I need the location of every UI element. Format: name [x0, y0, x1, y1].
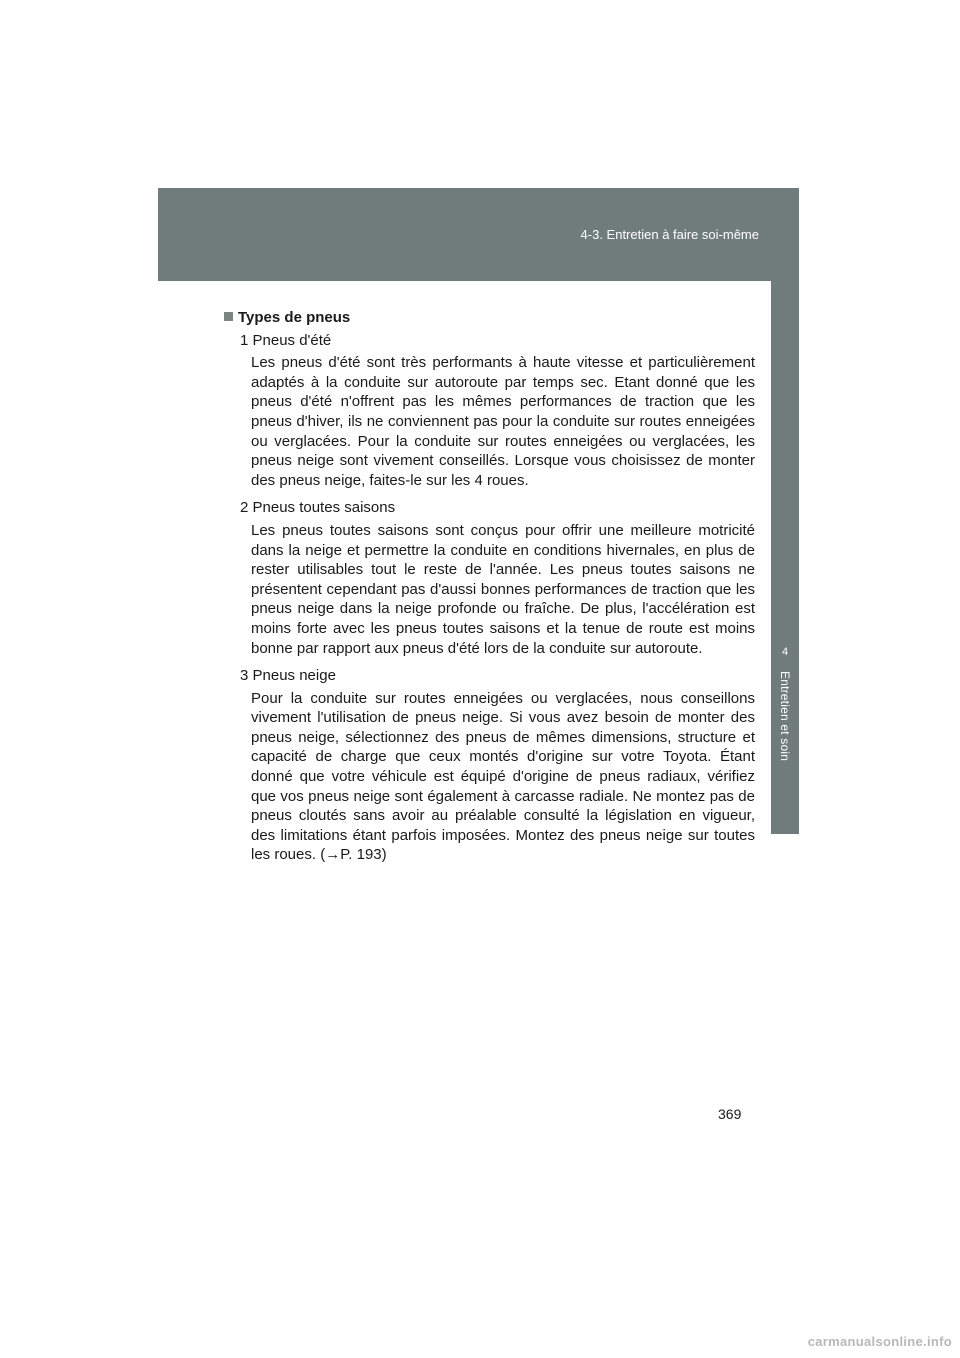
item-body: Pour la conduite sur routes enneigées ou verglacées, nous conseillons vivement l'utilisation de pneus neige. Si vous avez besoin de monter des pneus neige, sélectionnez des pneus de mêmes dimensions, structure et capacité de charge que ceux montés d'origine sur votre Toyota. Étant donné que votre véhicule est équipé d'origine de pneus radiaux, vérifiez que vos pneus neige sont également à carcasse radiale. Ne montez pas de pneus cloutés sans avoir au préalable consulté la législation en vigueur, des limitations étant parfois imposées. Montez des pneus neige sur toutes les roues. (→P. 193) — [251, 689, 755, 864]
chapter-side-tab — [771, 281, 799, 834]
item-title: 2 Pneus toutes saisons — [240, 499, 396, 517]
chapter-number: 4 — [781, 646, 789, 658]
item-title: 1 Pneus d'été — [240, 331, 332, 349]
section-header-bar — [158, 188, 799, 281]
list-item — [240, 331, 755, 491]
item-body: Les pneus d'été sont très performants à haute vitesse et particulièrement adaptés à la conduite sur autoroute par temps sec. Etant donné que les pneus d'été n'offrent pas les mêmes performances de traction que les pneus d'hiver, ils ne conviennent pas pour la conduite sur routes enneigées ou verglacées. Pour la conduite sur routes enneigées ou verglacées, les pneus neige sont vivement conseillés. Lorsque vous choisissez de monter des pneus neige, faites-le sur les 4 roues. — [251, 354, 755, 489]
item-body: Les pneus toutes saisons sont conçus pour offrir une meilleure motricité dans la neige et permettre la conduite en conditions hivernales, en plus de rester utilisables tout le reste de l'année. Les pneus toutes saisons ne présentent cependant pas d'aussi bonnes performances de traction que les pneus neige dans la neige profonde ou fraîche. De plus, l'accélération est moins forte avec les pneus toutes saisons et la tenue de route est moins bonne par rapport aux pneus d'été lors de la conduite sur autoroute. — [251, 521, 755, 657]
heading-square-icon — [224, 312, 233, 321]
section-title: 4-3. Entretien à faire soi-même — [580, 227, 759, 242]
list-item — [240, 498, 755, 658]
chapter-title-wrap — [771, 671, 799, 831]
list-item — [240, 666, 755, 865]
watermark: carmanualsonline.info — [807, 1334, 952, 1349]
item-title: 3 Pneus neige — [240, 667, 336, 685]
page-number: 369 — [718, 1106, 742, 1122]
section-heading — [224, 308, 755, 328]
section-heading-text: Types de pneus — [238, 309, 351, 326]
page-content — [224, 308, 755, 873]
chapter-title: Entretien et soin — [778, 671, 792, 762]
